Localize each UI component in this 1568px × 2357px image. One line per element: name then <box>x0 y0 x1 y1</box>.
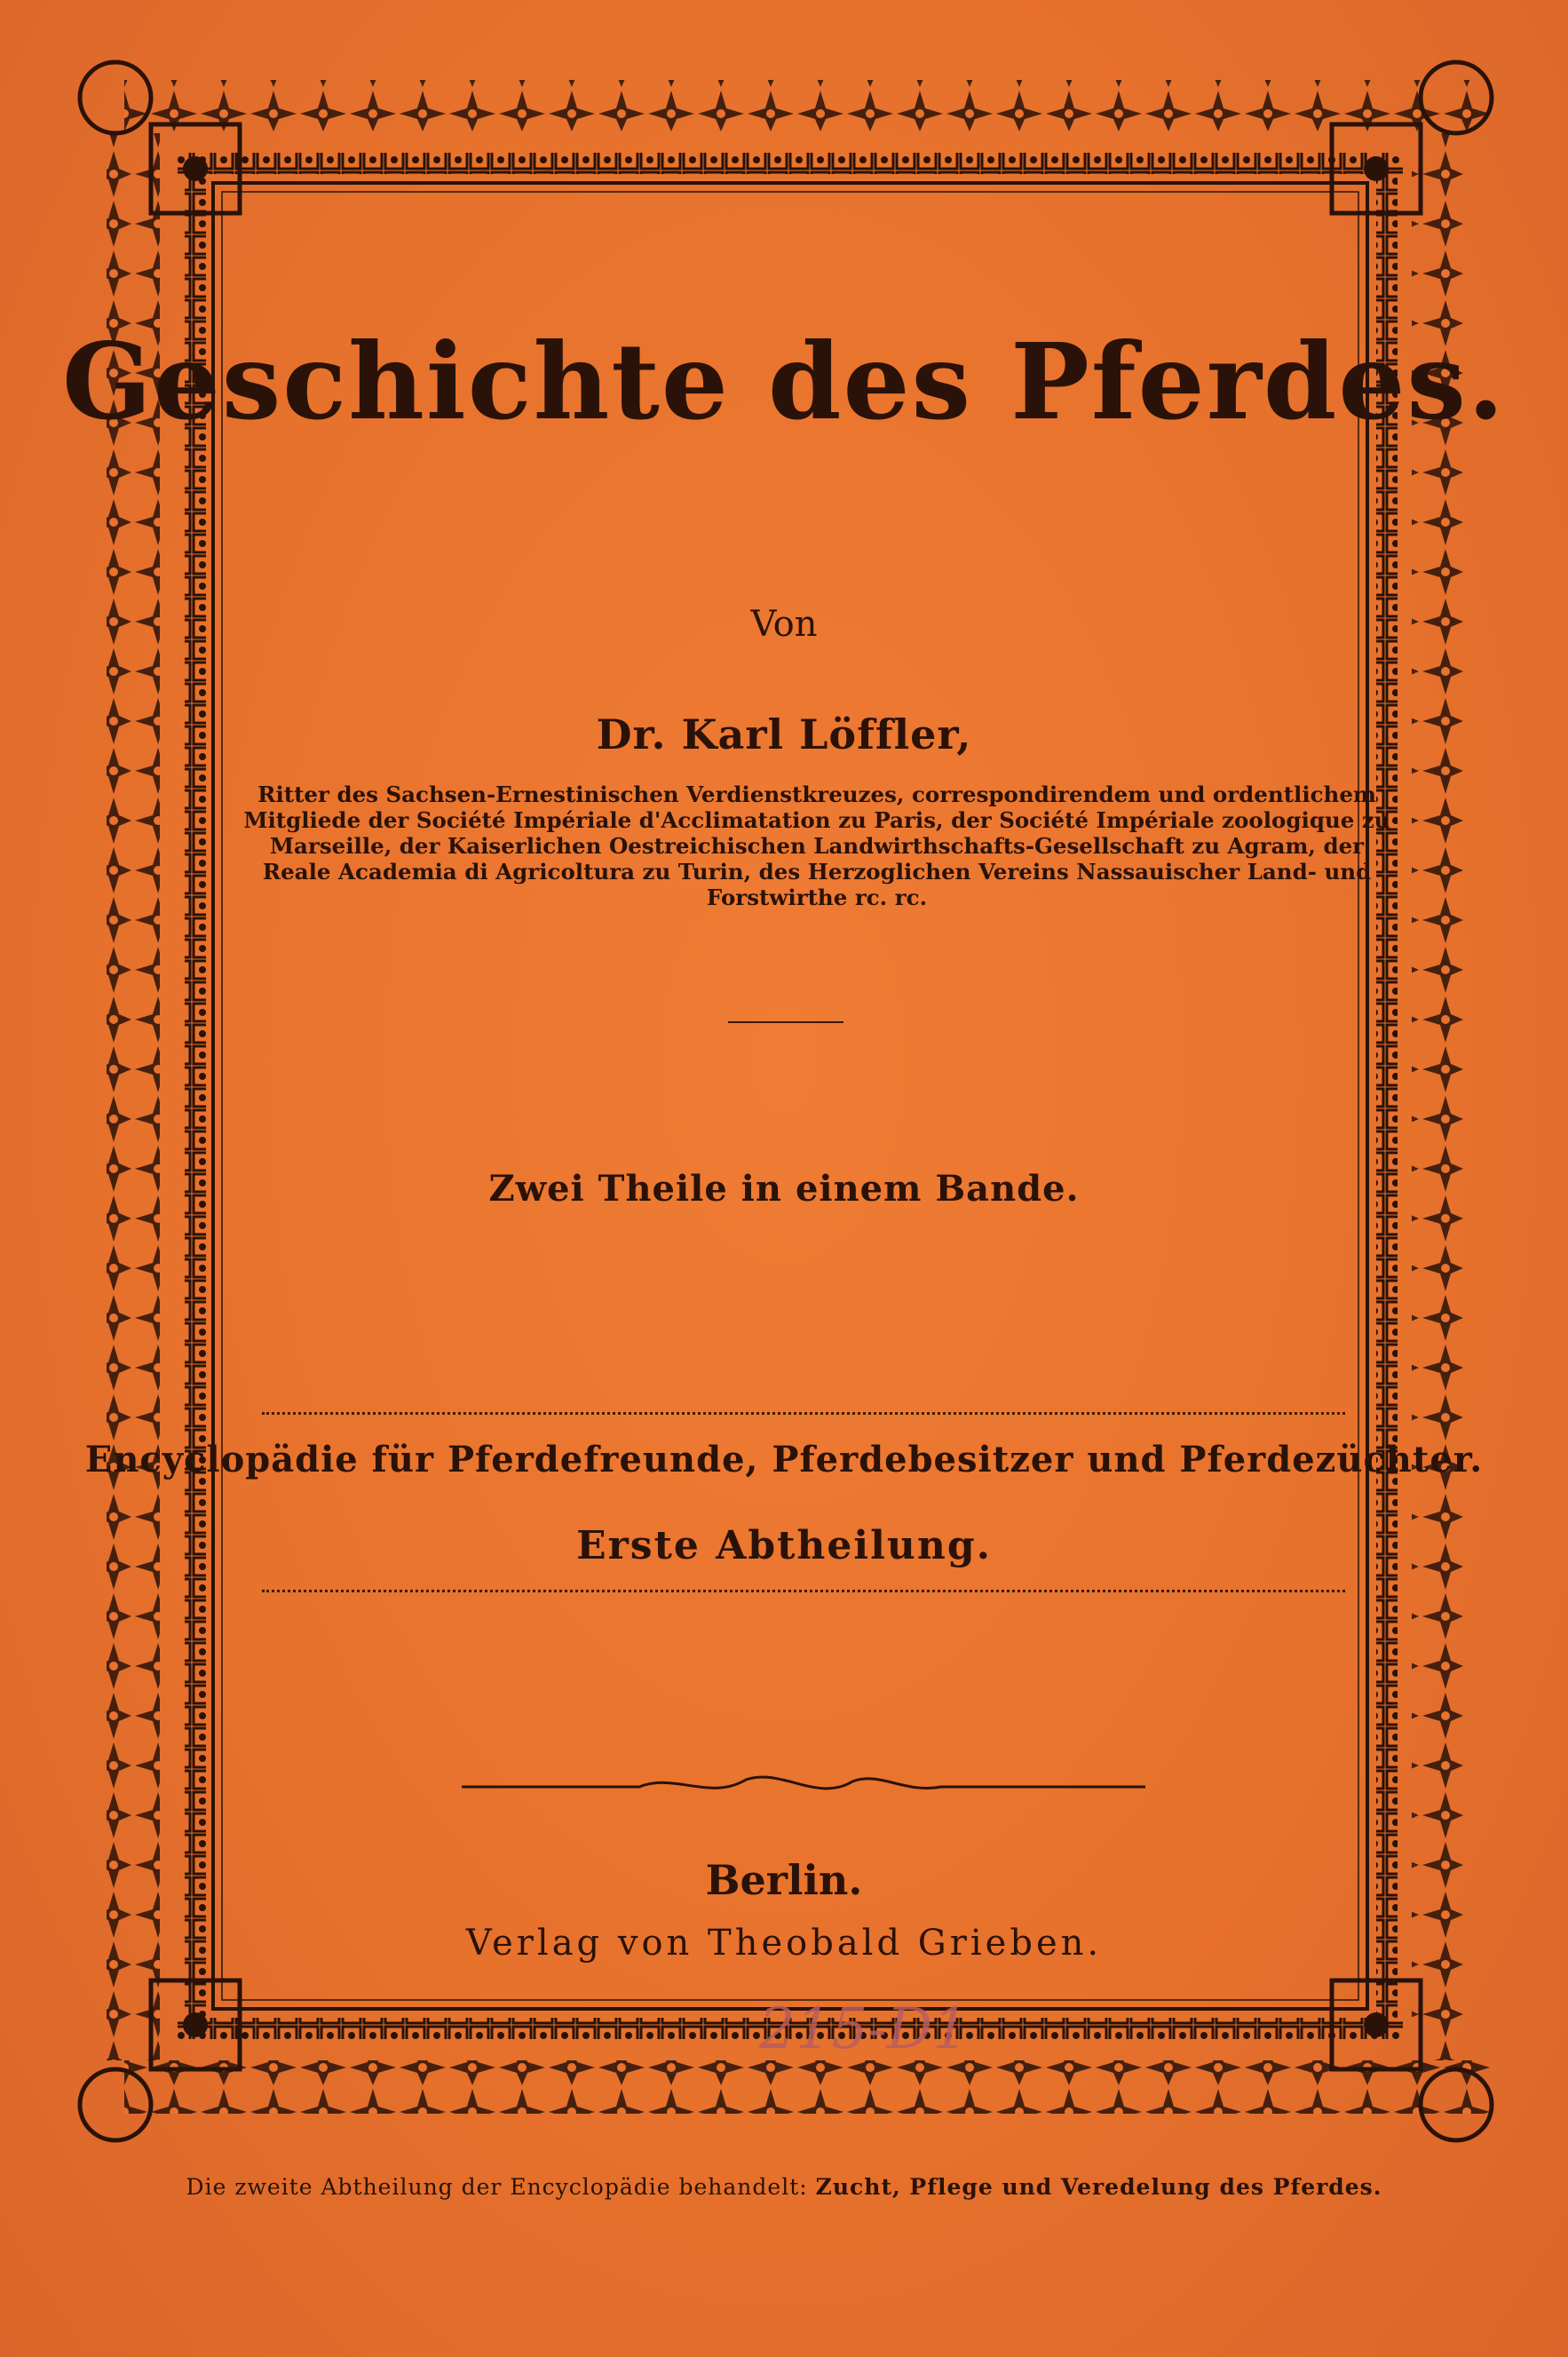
bottom-fleuron-band <box>124 2060 1492 2114</box>
part-label: Erste Abtheilung. <box>576 1523 992 1568</box>
author-credentials: Ritter des Sachsen-Ernestinischen Verdienstkreuzes, correspondirendem und ordentlichem Mitgliede der Société Impériale d'Acclimatation zu Paris, der Société Impériale zoologique zu Marseille, der Kaiserlichen Oestreichischen Landwirthschafts-Gesellschaft zu Agram, der Reale Academia di Agricoltura zu Turin, des Herzoglichen Vereins Nassauischer Land- und Forstwirthe rc. rc. <box>243 782 1390 910</box>
book-title: Geschichte des Pferdes. <box>62 320 1506 443</box>
footer-note <box>0 2174 1568 2200</box>
footer-lead: Die zweite Abtheilung der Encyclopädie behandelt: <box>186 2174 808 2200</box>
short-rule <box>728 1021 843 1023</box>
publication-place: Berlin. <box>705 1856 863 1904</box>
top-fleuron-band <box>124 80 1492 133</box>
by-line: Von <box>750 604 818 645</box>
series-title: Encyclopädie für Pferdefreunde, Pferdebesitzer und Pferdezüchter. <box>84 1439 1484 1480</box>
author-name: Dr. Karl Löffler, <box>596 710 972 758</box>
volumes-note: Zwei Theile in einem Bande. <box>488 1168 1080 1210</box>
lower-dotted-rule <box>262 1590 1345 1592</box>
upper-dotted-rule <box>262 1412 1345 1415</box>
flourish-divider <box>462 1777 1145 1789</box>
footer-topic: Zucht, Pflege und Veredelung des Pferdes. <box>815 2174 1382 2200</box>
handwritten-shelfmark: 215-D1 <box>759 1996 969 2062</box>
publisher: Verlag von Theobald Grieben. <box>465 1923 1103 1964</box>
